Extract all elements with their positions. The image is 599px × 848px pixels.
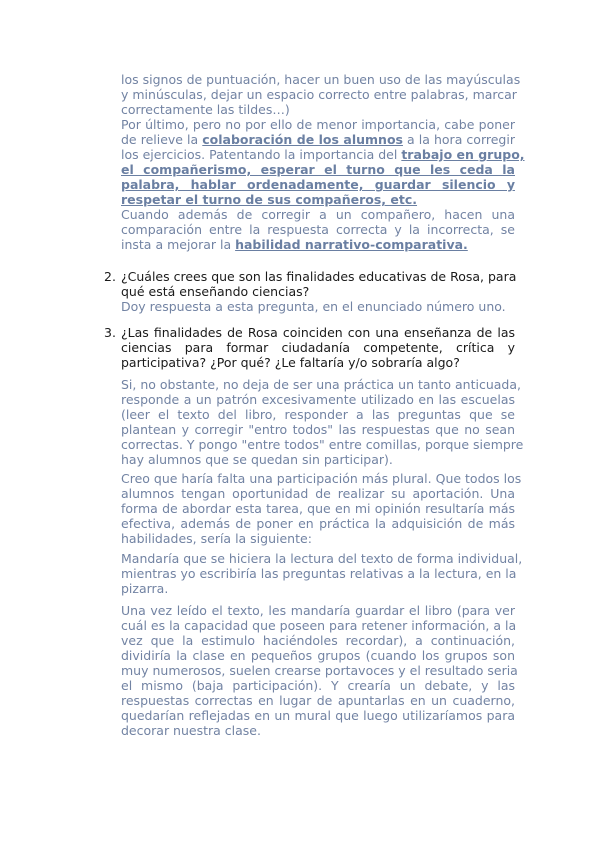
question-2: [121, 269, 515, 299]
answer-line: Si, no obstante, no deja de ser una práctica un tanto anticuada,: [121, 377, 521, 392]
highlight-group-work: trabajo en grupo,: [401, 147, 525, 162]
intro-line: [121, 132, 515, 147]
highlight-collaboration: colaboración de los alumnos: [202, 132, 403, 147]
answer-line: forma de abordar esta tarea, que en mi opinión resultaría más: [121, 501, 515, 516]
answer-line: plantean y corregir "entro todos" las respuestas que no sean: [121, 422, 515, 437]
answer-line: efectiva, además de poner en práctica la adquisición de más: [121, 516, 515, 531]
answer-line: hay alumnos que se quedan sin participar).: [121, 452, 393, 467]
answer-line: pizarra.: [121, 581, 169, 596]
intro-line: [121, 237, 515, 252]
answer-line: dividiría la clase en pequeños grupos (cuando los grupos son: [121, 648, 515, 663]
answer-line: respuestas correctas en lugar de apuntarlas en un cuaderno,: [121, 693, 515, 708]
intro-line: [121, 192, 515, 207]
answer-line: (leer el texto del libro, responder a las preguntas que se: [121, 407, 515, 422]
answer-line: vez que la estimulo haciéndoles recordar), a continuación,: [121, 633, 515, 648]
highlight-group-work-cont: el compañerismo, esperar el turno que les ceda la: [121, 162, 515, 177]
highlight-group-work-cont: palabra, hablar ordenadamente, guardar silencio y: [121, 177, 515, 192]
answer-3-paragraph-1: [121, 377, 524, 467]
answer-line: Una vez leído el texto, les mandaría guardar el libro (para ver: [121, 603, 515, 618]
answer-3-paragraph-2: [121, 471, 522, 546]
intro-text: los ejercicios. Patentando la importancia del: [121, 147, 402, 162]
question-line: ¿Cuáles crees que son las finalidades educativas de Rosa, para: [121, 269, 517, 284]
intro-line: [121, 147, 525, 162]
question-line: ciencias para formar ciudadanía competente, crítica y: [121, 340, 515, 355]
answer-line: Mandaría que se hiciera la lectura del texto de forma individual,: [121, 551, 523, 566]
answer-line: responde a un patrón excesivamente utilizado en las escuelas: [121, 392, 515, 407]
intro-line: los signos de puntuación, hacer un buen uso de las mayúsculas: [121, 72, 521, 87]
intro-line: [121, 162, 515, 177]
question-line: ¿Las finalidades de Rosa coinciden con una enseñanza de las: [121, 325, 515, 340]
question-number: 2.: [104, 269, 116, 284]
answer-line: correctas. Y pongo "entre todos" entre comillas, porque siempre: [121, 437, 524, 452]
answer-line: Doy respuesta a esta pregunta, en el enunciado número uno.: [121, 299, 506, 314]
answer-3-paragraph-3: [121, 551, 523, 596]
answer-line: Creo que haría falta una participación más plural. Que todos los: [121, 471, 522, 486]
answer-line: muy numerosos, suelen crearse portavoces y el resultado seria: [121, 663, 518, 678]
intro-line: y minúsculas, dejar un espacio correcto entre palabras, marcar: [121, 87, 517, 102]
intro-text: a la hora corregir: [402, 132, 515, 147]
intro-line: [121, 177, 515, 192]
highlight-group-work-cont: respetar el turno de sus compañeros, etc.: [121, 192, 418, 207]
question-line: participativa? ¿Por qué? ¿Le faltaría y/o sobraría algo?: [121, 355, 460, 370]
answer-2: [121, 299, 515, 314]
intro-text: de relieve la: [121, 132, 203, 147]
intro-block: [121, 72, 525, 252]
answer-3-paragraph-4: [121, 603, 518, 738]
highlight-narrative-skill: habilidad narrativo-comparativa.: [235, 237, 468, 252]
answer-line: quedarían reflejadas en un mural que luego utilizaríamos para: [121, 708, 515, 723]
question-3: [121, 325, 515, 370]
answer-line: el mismo (baja participación). Y crearía un debate, y las: [121, 678, 515, 693]
intro-text: insta a mejorar la: [121, 237, 236, 252]
intro-line: Por último, pero no por ello de menor importancia, cabe poner: [121, 117, 515, 132]
intro-line: Cuando además de corregir a un compañero, hacen una: [121, 207, 515, 222]
intro-line: comparación entre la respuesta correcta y la incorrecta, se: [121, 222, 515, 237]
answer-line: cuál es la capacidad que poseen para retener información, a la: [121, 618, 517, 633]
answer-line: alumnos tengan oportunidad de realizar su aportación. Una: [121, 486, 515, 501]
answer-line: habilidades, sería la siguiente:: [121, 531, 312, 546]
question-number: 3.: [104, 325, 116, 340]
intro-line: correctamente las tildes…): [121, 102, 290, 117]
question-line: qué está enseñando ciencias?: [121, 284, 310, 299]
answer-line: decorar nuestra clase.: [121, 723, 261, 738]
answer-line: mientras yo escribiría las preguntas relativas a la lectura, en la: [121, 566, 517, 581]
